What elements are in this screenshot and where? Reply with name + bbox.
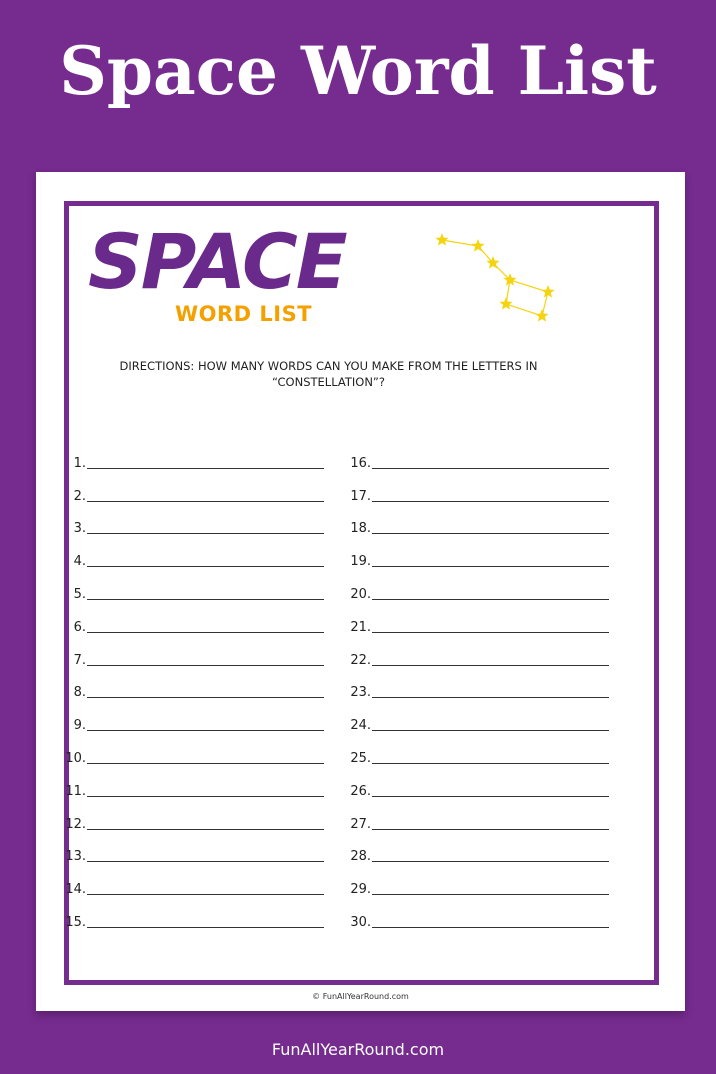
answer-column-right: [346, 438, 609, 930]
answer-line[interactable]: [372, 796, 609, 797]
answer-number: 9.: [73, 718, 86, 734]
answer-number: 15.: [65, 914, 86, 930]
answer-row: [346, 471, 609, 504]
answer-number: 21.: [350, 619, 371, 635]
answer-row: [346, 569, 609, 602]
answer-number: 26.: [350, 783, 371, 799]
answer-row: [61, 635, 324, 668]
answer-row: [346, 504, 609, 537]
answer-number: 23.: [350, 685, 371, 701]
answer-line[interactable]: [372, 533, 609, 534]
answer-line[interactable]: [372, 632, 609, 633]
answer-row: [61, 897, 324, 930]
answer-line[interactable]: [372, 468, 609, 469]
answer-row: [61, 700, 324, 733]
answer-row: [346, 766, 609, 799]
answer-row: [61, 864, 324, 897]
answer-number: 8.: [73, 685, 86, 701]
answer-row: [61, 536, 324, 569]
answer-row: [61, 471, 324, 504]
answer-line[interactable]: [372, 599, 609, 600]
answer-row: [346, 536, 609, 569]
answer-line[interactable]: [372, 665, 609, 666]
answer-line[interactable]: [87, 730, 324, 731]
answer-number: 30.: [350, 914, 371, 930]
answer-line[interactable]: [87, 697, 324, 698]
answer-row: [61, 799, 324, 832]
answer-line[interactable]: [372, 566, 609, 567]
star-icon: [471, 239, 484, 252]
answer-line[interactable]: [372, 829, 609, 830]
answer-row: [61, 832, 324, 865]
answer-number: 6.: [73, 619, 86, 635]
answer-line[interactable]: [87, 665, 324, 666]
answer-line[interactable]: [87, 927, 324, 928]
answer-number: 19.: [350, 554, 371, 570]
answer-number: 25.: [350, 750, 371, 766]
answer-number: 3.: [73, 521, 86, 537]
star-icon: [535, 309, 548, 322]
answer-row: [346, 864, 609, 897]
directions: [76, 358, 581, 390]
answer-line[interactable]: [372, 861, 609, 862]
footer-site-link[interactable]: FunAllYearRound.com: [271, 1040, 445, 1059]
answer-number: 16.: [350, 455, 371, 471]
answer-row: [61, 766, 324, 799]
answer-line[interactable]: [87, 829, 324, 830]
answer-line[interactable]: [87, 796, 324, 797]
answer-line[interactable]: [87, 566, 324, 567]
answer-number: 7.: [73, 652, 86, 668]
answer-number: 28.: [350, 849, 371, 865]
constellation-stars-icon: [430, 224, 580, 324]
answer-number: 2.: [73, 488, 86, 504]
answer-line[interactable]: [372, 697, 609, 698]
answer-row: [61, 602, 324, 635]
answer-line[interactable]: [372, 894, 609, 895]
answer-number: 29.: [350, 882, 371, 898]
answer-line[interactable]: [87, 861, 324, 862]
answer-number: 14.: [65, 882, 86, 898]
answer-row: [346, 602, 609, 635]
answer-number: 13.: [65, 849, 86, 865]
answer-row: [61, 569, 324, 602]
answer-number: 12.: [65, 816, 86, 832]
answer-number: 4.: [73, 554, 86, 570]
answer-number: 27.: [350, 816, 371, 832]
directions-line-2: “CONSTELLATION”?: [271, 375, 385, 389]
banner-title: Space Word List: [59, 32, 657, 110]
answer-line[interactable]: [87, 599, 324, 600]
star-icon: [435, 233, 448, 246]
answer-number: 24.: [350, 718, 371, 734]
answer-row: [346, 733, 609, 766]
answer-number: 5.: [73, 586, 86, 602]
answer-number: 20.: [350, 586, 371, 602]
answer-line[interactable]: [87, 501, 324, 502]
word-list-subheading: WORD LIST: [175, 302, 313, 326]
answer-line[interactable]: [87, 468, 324, 469]
answer-row: [61, 668, 324, 701]
answer-line[interactable]: [87, 632, 324, 633]
answer-number: 11.: [65, 783, 86, 799]
answer-number: 18.: [350, 521, 371, 537]
star-icon: [541, 285, 554, 298]
answer-line[interactable]: [372, 730, 609, 731]
answer-line[interactable]: [87, 533, 324, 534]
star-icon: [499, 297, 512, 310]
copyright-text: © FunAllYearRound.com: [312, 992, 409, 1001]
answer-row: [346, 438, 609, 471]
worksheet: [36, 172, 685, 1011]
answer-row: [61, 733, 324, 766]
answer-number: 10.: [65, 750, 86, 766]
answer-line[interactable]: [87, 894, 324, 895]
answer-row: [346, 799, 609, 832]
answer-row: [346, 832, 609, 865]
answer-number: 17.: [350, 488, 371, 504]
answer-line[interactable]: [372, 927, 609, 928]
answer-column-left: [61, 438, 324, 930]
answer-row: [346, 635, 609, 668]
space-heading: SPACE: [88, 217, 346, 306]
answer-line[interactable]: [372, 763, 609, 764]
answer-row: [346, 700, 609, 733]
answer-row: [61, 438, 324, 471]
answer-row: [61, 504, 324, 537]
answer-number: 22.: [350, 652, 371, 668]
directions-line-1: DIRECTIONS: HOW MANY WORDS CAN YOU MAKE FROM THE LETTERS IN: [119, 359, 538, 373]
answer-row: [346, 897, 609, 930]
answer-number: 1.: [73, 455, 86, 471]
answer-line[interactable]: [87, 763, 324, 764]
answer-line[interactable]: [372, 501, 609, 502]
answer-row: [346, 668, 609, 701]
